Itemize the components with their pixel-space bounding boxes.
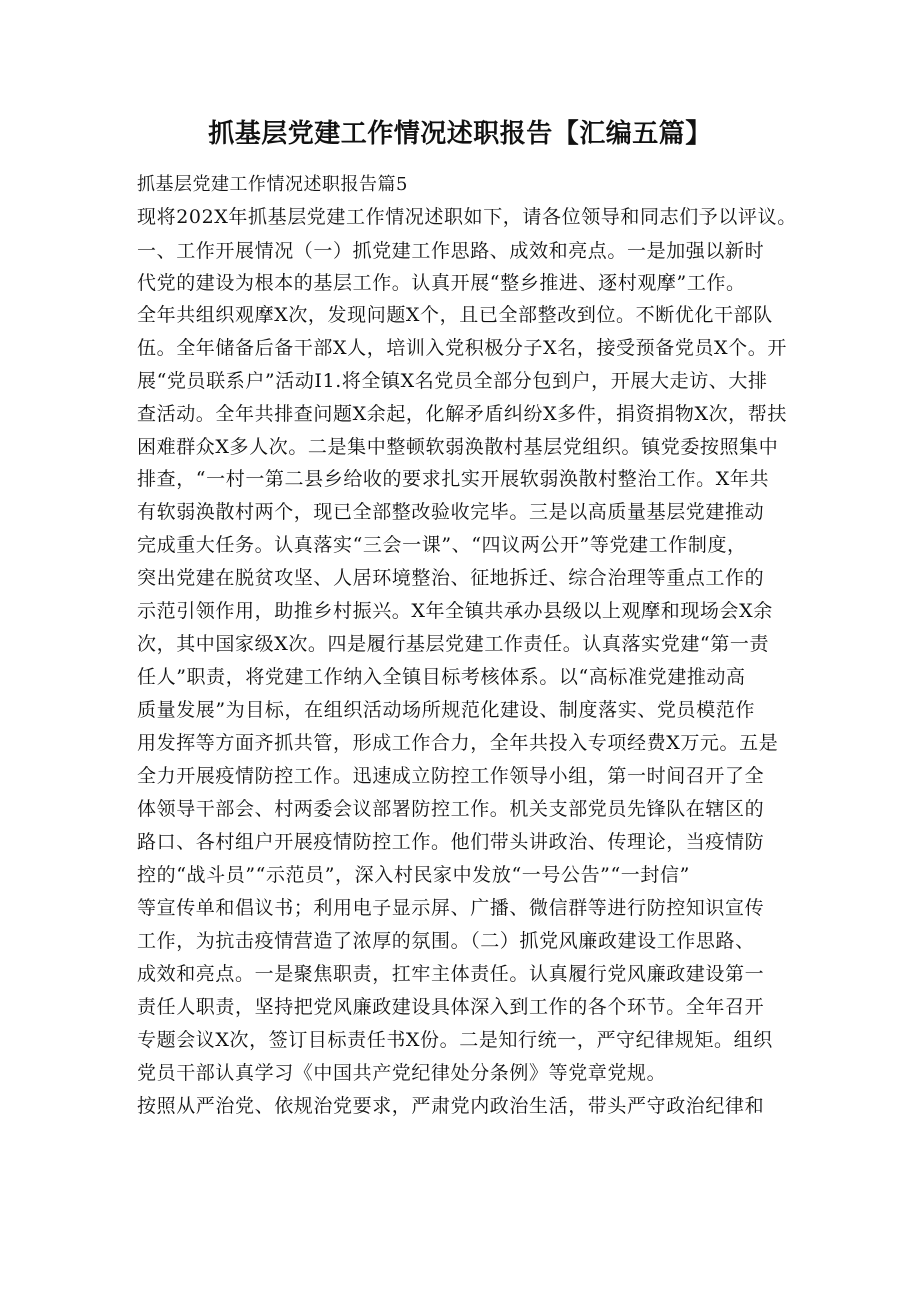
text-line: 完成重大任务。认真落实“三会一课”、“四议两公开”等党建工作制度， xyxy=(137,534,747,556)
text-line: 展“党员联系户”活动Ⅰ1.将全镇X名党员全部分包到户，开展大走访、大排 xyxy=(137,370,768,392)
text-line: 全力开展疫情防控工作。迅速成立防控工作领导小组，第一时间召开了全 xyxy=(137,765,765,787)
document-title: 抓基层党建工作情况述职报告【汇编五篇】 xyxy=(208,119,712,149)
text-line: 代党的建设为根本的基层工作。认真开展“整乡推进、逐村观摩”工作。 xyxy=(137,272,746,294)
text-line: 用发挥等方面齐抓共管，形成工作合力，全年共投入专项经费X万元。五是 xyxy=(137,732,779,754)
text-line: 全年共组织观摩X次，发现问题X个，且已全部整改到位。不断优化干部队 xyxy=(137,304,773,326)
text-line: 示范引领作用，助推乡村振兴。X年全镇共承办县级以上观摩和现场会X余 xyxy=(137,600,773,622)
text-line: 专题会议X次，签订目标责任书X份。二是知行统一，严守纪律规矩。组织 xyxy=(137,1029,773,1051)
text-line: 党员干部认真学习《中国共产党纪律处分条例》等党章党规。 xyxy=(137,1062,667,1084)
section-heading: 抓基层党建工作情况述职报告篇5 xyxy=(137,174,408,195)
text-line: 任人”职责，将党建工作纳入全镇目标考核体系。以“高标准党建推动高 xyxy=(137,666,746,688)
text-line: 路口、各村组户开展疫情防控工作。他们带头讲政治、传理论，当疫情防 xyxy=(137,831,765,853)
text-line: 成效和亮点。一是聚焦职责，扛牢主体责任。认真履行党风廉政建设第一 xyxy=(137,963,765,985)
text-line: 突出党建在脱贫攻坚、人居环境整治、征地拆迁、综合治理等重点工作的 xyxy=(137,567,765,589)
text-line: 工作，为抗击疫情营造了浓厚的氛围。（二）抓党风廉政建设工作思路、 xyxy=(137,930,755,952)
text-line: 困难群众X多人次。二是集中整顿软弱涣散村基层党组织。镇党委按照集中 xyxy=(137,436,779,458)
text-line: 现将202X年抓基层党建工作情况述职如下，请各位领导和同志们予以评议。 xyxy=(137,206,797,228)
text-line: 排查，“一村一第二县乡给收的要求扎实开展软弱涣散村整治工作。X年共 xyxy=(137,468,770,490)
text-line: 伍。全年储备后备干部X人，培训入党积极分子X名，接受预备党员X个。开 xyxy=(137,337,787,359)
text-line: 质量发展”为目标，在组织活动场所规范化建设、制度落实、党员模范作 xyxy=(137,699,755,721)
text-line: 次，其中国家级X次。四是履行基层党建工作责任。认真落实党建“第一责 xyxy=(137,633,770,655)
text-line: 等宣传单和倡议书；利用电子显示屏、广播、微信群等进行防控知识宣传 xyxy=(137,897,765,919)
text-line: 按照从严治党、依规治党要求，严肃党内政治生活，带头严守政治纪律和 xyxy=(137,1095,765,1117)
text-line: 有软弱涣散村两个，现已全部整改验收完毕。三是以高质量基层党建推动 xyxy=(137,501,765,523)
text-line: 一、工作开展情况（一）抓党建工作思路、成效和亮点。一是加强以新时 xyxy=(137,240,765,262)
text-line: 体领导干部会、村两委会议部署防控工作。机关支部党员先锋队在辖区的 xyxy=(137,798,765,820)
text-line: 查活动。全年共排查问题X余起，化解矛盾纠纷X多件，捐资捐物X次，帮扶 xyxy=(137,403,787,425)
text-line: 控的“战斗员”“示范员”，深入村民家中发放“一号公告”“一封信” xyxy=(137,864,690,886)
text-line: 责任人职责，坚持把党风廉政建设具体深入到工作的各个环节。全年召开 xyxy=(137,996,765,1018)
